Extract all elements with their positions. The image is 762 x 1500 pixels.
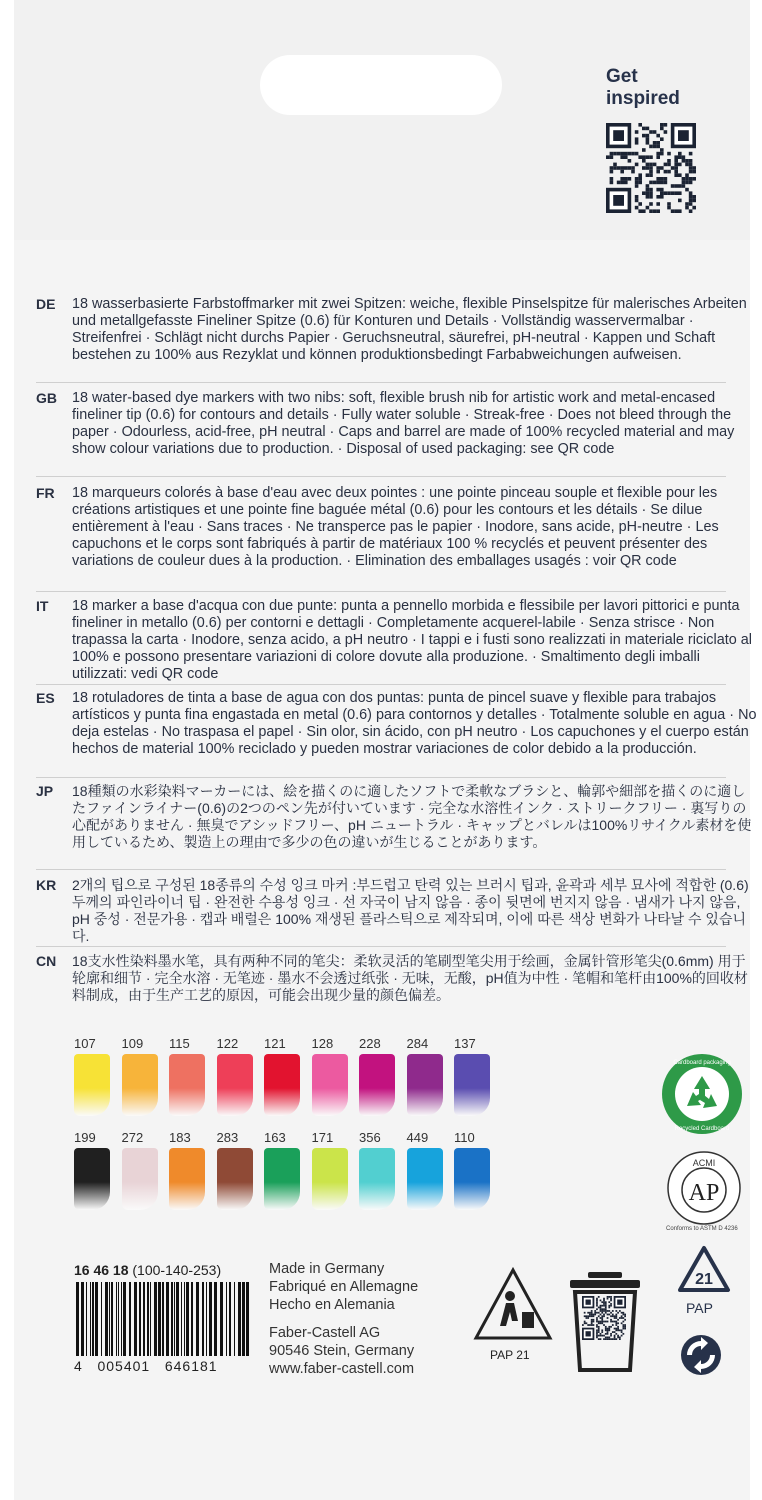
pap-21-recycle-triangle-icon [676,1244,732,1296]
swatch-color-stroke [169,1148,205,1210]
get-inspired-line1: Get [606,66,638,87]
swatch-number: 128 [311,1036,334,1051]
lang-code: CN [36,953,57,969]
lang-code: KR [36,877,57,893]
lang-code: IT [36,598,49,614]
disposal-qr-code-icon[interactable] [582,1296,626,1340]
swatch-color-stroke [217,1148,253,1210]
article-number [74,1262,221,1278]
swatch-number: 356 [359,1130,381,1145]
company-url[interactable]: www.faber-castell.com [269,1361,415,1377]
lang-text: 18 wasserbasierte Farbstoffmarker mit zwei Spitzen: weiche, flexible Pinselspitze für malerisches Arbeiten und metallgefasste Fineliner Spitze (0.6) für Konturen und Details · Vollständig wasservermalbar · Streifenfrei · Schlägt nicht durchs Papier · Geruchsneutral, säurefrei, pH-neutral · Kappen und Schaft bestehen zu 100% aus Rezyklat und können produktionsbedingt Farbabweichungen aufweisen. [72,296,747,363]
divider [36,476,726,477]
swatch-color-stroke [122,1054,158,1116]
divider [36,684,726,685]
swatch-number: 228 [359,1036,381,1051]
qr-code-icon[interactable] [606,123,696,213]
swatch-number: 163 [264,1130,286,1145]
acmi-text: ACMI [692,1158,716,1168]
swatch-color-stroke [454,1148,490,1210]
swatch-number: 107 [74,1036,96,1051]
swatch-number: 109 [121,1036,144,1051]
swatch-color-stroke [74,1148,110,1210]
made-in-fr: Fabriqué en Allemagne [269,1279,419,1295]
company-name: Faber-Castell AG [269,1325,381,1341]
swatch-number: 122 [216,1036,239,1051]
article-number-rest: (100-140-253) [132,1262,222,1278]
swatch-number: 272 [121,1130,144,1145]
swatch-number: 115 [169,1036,190,1051]
swatch-color-stroke [407,1054,443,1116]
acmi-ap-seal-icon [666,1150,742,1226]
get-inspired-heading [606,66,680,110]
lang-code: GB [36,390,57,406]
swatch-number: 199 [74,1130,96,1145]
lang-code: DE [36,296,56,312]
made-in-block [269,1260,418,1314]
pap-label: PAP [686,1300,713,1316]
swatch-color-stroke [312,1148,348,1210]
swatch-color-stroke [312,1054,348,1116]
divider [36,591,726,592]
swatch-number: 137 [454,1036,476,1051]
astm-conforms-text: Conforms to ASTM D 4236 [666,1226,738,1232]
cardboard-top-text: Cardboard packaging [673,1060,731,1066]
swatch-color-stroke [454,1054,490,1116]
lang-text: 18 rotuladores de tinta a base de agua con dos puntas: punta de pincel suave y flexible para trabajos artísticos y punta fina engastada en metal (0.6) para contornos y detalles · Totalmente soluble en agua · No deja estelas · No traspasa el papel · Sin olor, sin ácido, con pH neutro · Los capuchones y el cuerpo están hechos de material 100% reciclado y pueden mostrar variaciones de color debido a la producción. [72,690,757,757]
article-number-bold: 16 46 18 [74,1262,129,1278]
divider [36,869,726,870]
lang-text: 18種類の水彩染料マーカーには、絵を描くのに適したソフトで柔軟なブラシと、輪郭や細部を描くのに適したファインライナー(0.6)の2つのペン先が付いています · 完全な水溶性インク · ストリークフリー · 裏写りの心配がありません · 無臭でアシッドフリー、pH ニュートラル · キャップとバレルは100%リサイクル素材を使用しているため、製造上の理由で多少の色の違いが生じることがあります。 [72,783,752,850]
cardboard-bottom-text: Recycled Cardboard [674,1126,730,1132]
swatch-color-stroke [74,1054,110,1116]
barcode-digits: 4 005401 646181 [74,1358,218,1374]
pap21-text: PAP 21 [490,1348,530,1362]
tidyman-disposal-icon [472,1266,554,1348]
left-margin [0,0,14,1500]
pap-number: 21 [695,1271,713,1288]
recycled-cardboard-icon [660,1052,744,1136]
get-inspired-line2: inspired [606,88,680,109]
swatch-number: 449 [406,1130,429,1145]
lang-code: JP [36,783,54,799]
swatch-color-stroke [169,1054,205,1116]
swatch-number: 110 [454,1130,475,1145]
swatch-color-stroke [407,1148,443,1210]
swatch-color-stroke [122,1148,158,1210]
swatch-color-stroke [264,1148,300,1210]
swatch-number: 121 [264,1036,286,1051]
lang-text: 18 water-based dye markers with two nibs: soft, flexible brush nib for artistic work and metal-encased fineliner tip (0.6) for contours and details · Fully water soluble · Streak-free · Does not bleed through the paper · Odourless, acid-free, pH neutral · Caps and barrel are made of 100% recycled material and may show colour variations due to production. · Disposal of used packaging: see QR code [72,390,735,457]
swatch-color-stroke [217,1054,253,1116]
address-block [269,1324,414,1378]
swatch-number: 171 [311,1130,334,1145]
swatch-color-stroke [359,1054,395,1116]
divider [36,946,726,947]
barcode-icon [74,1282,254,1356]
lang-text: 18支水性染料墨水笔，具有两种不同的笔尖：柔软灵活的笔刷型笔尖用于绘画，金属针管形笔尖(0.6mm) 用于轮廓和细节 · 完全水溶 · 无笔迹 · 墨水不会透过纸张 · 无味，无酸，pH值为中性 · 笔帽和笔杆由100%的回收材料制成，由于生产工艺的原因，可能会出现少量的颜色偏差。 [72,953,748,1003]
divider [36,777,726,778]
swatch-color-stroke [359,1148,395,1210]
ap-text: AP [688,1180,720,1206]
swatch-number: 183 [169,1130,191,1145]
hang-hole [260,55,502,115]
green-dot-icon [680,1334,722,1376]
lang-text: 18 marqueurs colorés à base d'eau avec deux pointes : une pointe pinceau souple et flexible pour les créations artistiques et une pointe fine baguée métal (0.6) pour les contours et les détails · Se dilue entièrement à l'eau · Sans traces · Ne transperce pas le papier · Inodore, sans acide, pH-neutre · Les capuchons et le corps sont fabriqués à partir de matériaux 100 % recyclés et peuvent présenter des variations de couleur dues à la production. · Elimination des emballages usagés : voir QR code [72,485,719,569]
company-city: 90546 Stein, Germany [269,1343,415,1359]
made-in-es: Hecho en Alemania [269,1297,395,1313]
divider [36,382,726,383]
lang-code: FR [36,485,55,501]
made-in-de: Made in Germany [269,1261,385,1277]
swatch-number: 284 [406,1036,429,1051]
lang-text: 2개의 팁으로 구성된 18종류의 수성 잉크 마커 :부드럽고 탄력 있는 브러시 팁과, 윤곽과 세부 묘사에 적합한 (0.6)두께의 파인라이너 팁 · 완전한 수용성 잉크 · 선 자국이 남지 않음 · 종이 뒷면에 번지지 않음 · 냄새가 나지 않음, pH 중성 · 전문가용 · 캡과 배럴은 100% 재생된 플라스틱으로 제작되며, 이에 따른 색상 변화가 나타날 수 있습니다. [72,877,749,944]
swatch-number: 283 [216,1130,239,1145]
swatch-color-stroke [264,1054,300,1116]
lang-code: ES [36,690,55,706]
lang-text: 18 marker a base d'acqua con due punte: punta a pennello morbida e flessibile per lavori pittorici e punta fineliner in metallo (0.6) per contorni e dettagli · Completamente acquerel-labile · Senza strisce · Non trapassa la carta · Inodore, senza acido, a pH neutro · I tappi e i fusti sono realizzati in materiale riciclato al 100% e possono presentare variazioni di colore dovute alla produzione. · Smaltimento degli imballi utilizzati: vedi QR code [72,598,752,682]
